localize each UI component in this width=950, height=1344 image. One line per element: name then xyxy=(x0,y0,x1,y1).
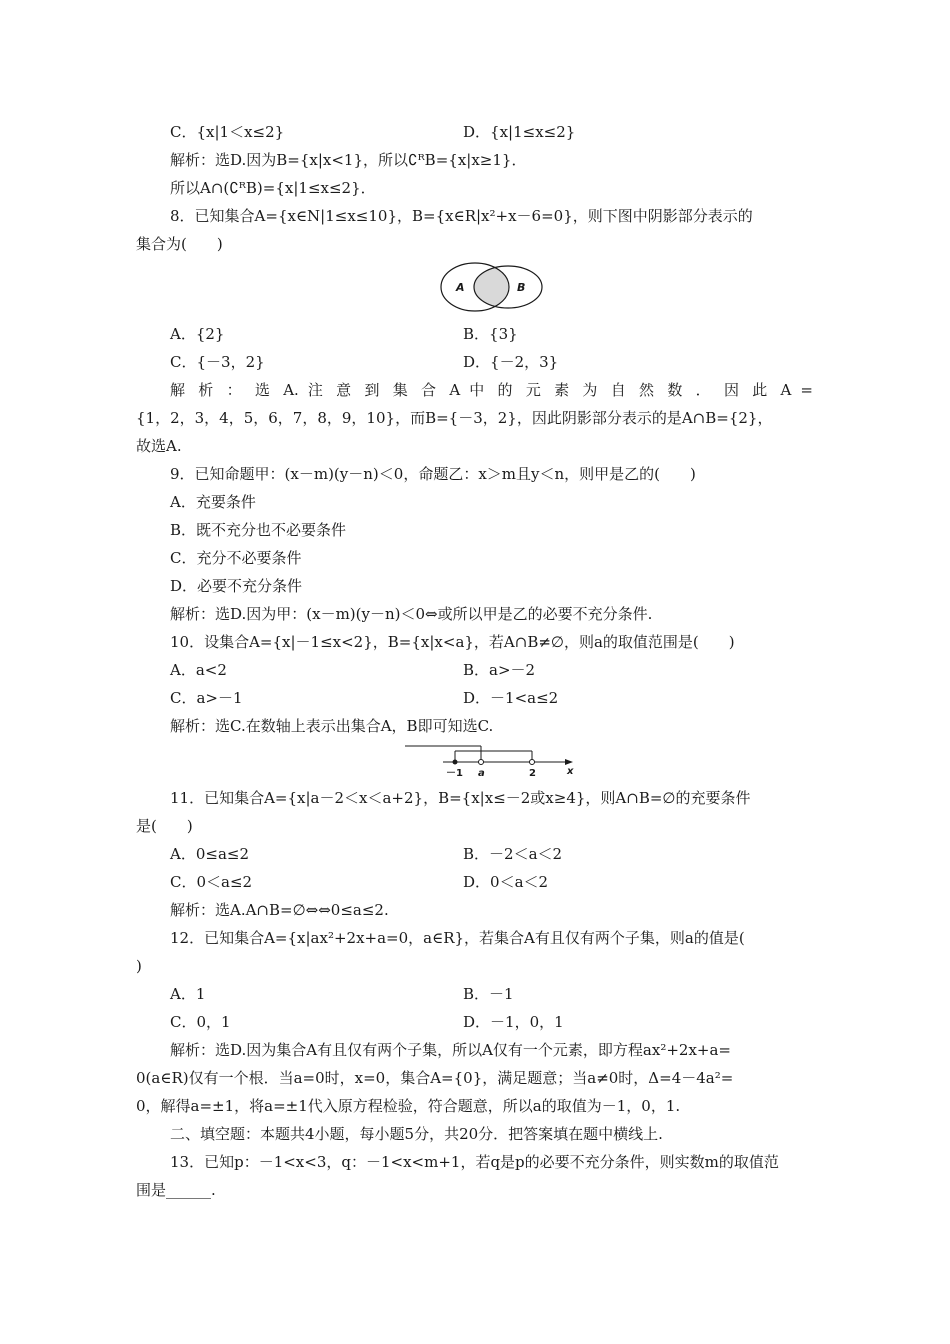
q12-solution-line-3: 0，解得a=±1，将a=±1代入原方程检验，符合题意，所以a的取值为－1，0，1. xyxy=(136,1097,681,1115)
q12-option-d: D．－1，0，1 xyxy=(463,1013,564,1031)
q8-stem-line-1: 8．已知集合A={x∈N|1≤x≤10}，B={x∈R|x²+x－6=0}，则下图中阴影部分表示的 xyxy=(170,207,753,225)
q7-solution-line-1: 解析：选D.因为B={x|x<1}，所以∁ᴿB={x|x≥1}． xyxy=(170,151,527,169)
q11-option-b: B．－2＜a＜2 xyxy=(463,845,563,863)
q9-option-d: D．必要不充分条件 xyxy=(170,577,303,595)
q9-stem: 9．已知命题甲：(x－m)(y－n)＜0，命题乙：x＞m且y＜n，则甲是乙的( ) xyxy=(170,465,696,483)
q10-solution: 解析：选C.在数轴上表示出集合A，B即可知选C. xyxy=(170,717,494,735)
q12-solution-line-2: 0(a∈R)仅有一个根．当a=0时，x=0，集合A={0}，满足题意；当a≠0时，Δ=4－4a²= xyxy=(136,1069,734,1087)
q8-option-a: A．{2} xyxy=(170,325,225,343)
tick-label-a: a xyxy=(478,768,485,779)
q11-option-a: A．0≤a≤2 xyxy=(170,845,249,863)
q13-stem-line-1: 13．已知p：－1<x<3，q：－1<x<m+1，若q是p的必要不充分条件，则实数m的取值范 xyxy=(170,1153,779,1171)
q7-option-d: D．{x|1≤x≤2} xyxy=(463,123,576,141)
q10-option-a: A．a<2 xyxy=(170,661,227,679)
tick-label-two: 2 xyxy=(529,768,536,779)
q8-option-b: B．{3} xyxy=(463,325,518,343)
q11-option-d: D．0＜a＜2 xyxy=(463,873,549,891)
venn-diagram xyxy=(438,260,546,316)
q11-stem-line-2: 是( ) xyxy=(136,817,193,835)
q12-option-b: B．－1 xyxy=(463,985,514,1003)
q8-solution-line-2: {1，2，3，4，5，6，7，8，9，10}，而B={－3，2}，因此阴影部分表示的是A∩B={2}， xyxy=(136,409,773,427)
q8-option-d: D．{－2，3} xyxy=(463,353,559,371)
q11-stem-line-1: 11．已知集合A={x|a－2＜x＜a+2}，B={x|x≤－2或x≥4}，则A∩B=∅的充要条件 xyxy=(170,789,751,807)
point-a xyxy=(479,760,484,765)
q7-solution-line-2: 所以A∩(∁ᴿB)={x|1≤x≤2}． xyxy=(170,179,376,197)
q7-option-c: C．{x|1＜x≤2} xyxy=(170,123,285,141)
q8-stem-line-2: 集合为( ) xyxy=(136,235,223,253)
tick-label-minus-one: －1 xyxy=(446,768,463,779)
q12-solution-line-1: 解析：选D.因为集合A有且仅有两个子集，所以A仅有一个元素，即方程ax²+2x+a= xyxy=(170,1041,731,1059)
q8-solution-line-3: 故选A. xyxy=(136,437,182,455)
q9-option-a: A．充要条件 xyxy=(170,493,256,511)
q10-stem: 10．设集合A={x|－1≤x<2}，B={x|x<a}，若A∩B≠∅，则a的取值范围是( ) xyxy=(170,633,735,651)
number-line xyxy=(405,740,585,782)
q13-stem-line-2: 围是______. xyxy=(136,1181,216,1199)
venn-label-b: B xyxy=(517,281,526,294)
axis-label-x: x xyxy=(567,766,574,777)
q9-solution: 解析：选D.因为甲：(x－m)(y－n)＜0⇔或所以甲是乙的必要不充分条件. xyxy=(170,605,653,623)
q11-solution: 解析：选A.A∩B=∅⇔⇔0≤a≤2. xyxy=(170,901,389,919)
venn-label-a: A xyxy=(456,281,465,294)
point-two xyxy=(530,760,535,765)
q10-option-c: C．a>－1 xyxy=(170,689,243,707)
section-heading: 二、填空题：本题共4小题，每小题5分，共20分．把答案填在题中横线上. xyxy=(170,1125,663,1143)
point-minus-one xyxy=(453,760,458,765)
q9-option-b: B．既不充分也不必要条件 xyxy=(170,521,347,539)
q11-option-c: C．0＜a≤2 xyxy=(170,873,253,891)
q10-option-b: B．a>－2 xyxy=(463,661,536,679)
q8-option-c: C．{－3，2} xyxy=(170,353,265,371)
q9-option-c: C．充分不必要条件 xyxy=(170,549,302,567)
q8-solution-line-1: 解 析 ： 选 A. 注 意 到 集 合 A 中 的 元 素 为 自 然 数 ． 因 此 A = xyxy=(170,381,813,399)
q10-option-d: D．－1<a≤2 xyxy=(463,689,559,707)
q12-option-a: A．1 xyxy=(170,985,206,1003)
q12-option-c: C．0，1 xyxy=(170,1013,231,1031)
q12-stem-line-2: ) xyxy=(136,957,142,975)
q12-stem-line-1: 12．已知集合A={x|ax²+2x+a=0，a∈R}，若集合A有且仅有两个子集，则a的值是( xyxy=(170,929,745,947)
